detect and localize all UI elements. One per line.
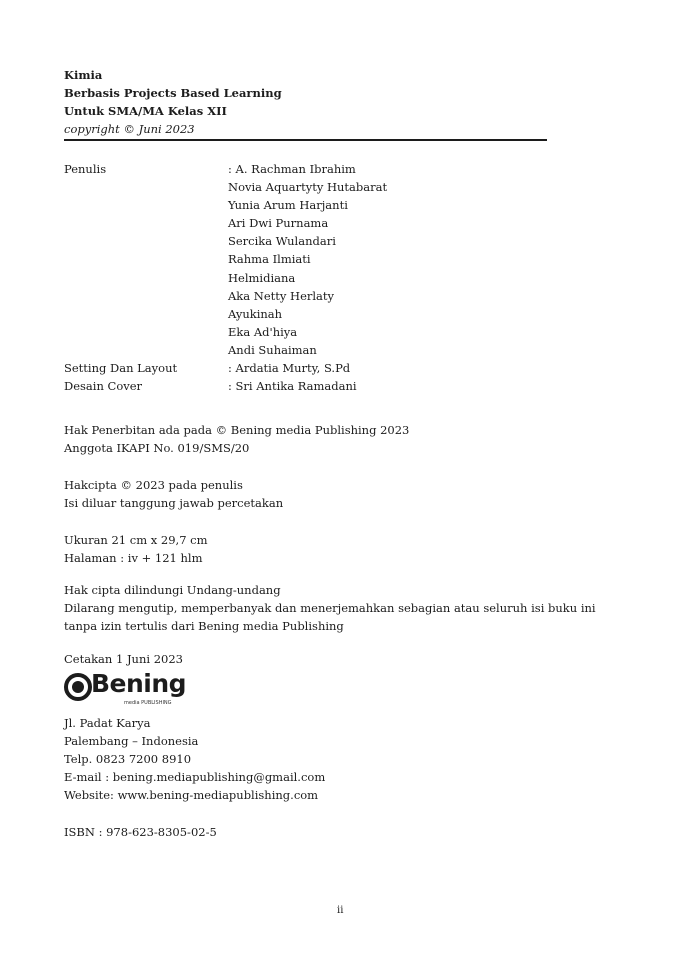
- page-number: ii: [337, 905, 344, 916]
- book-subtitle: Berbasis Projects Based Learning: [64, 86, 282, 100]
- law-prohibition: Dilarang mengutip, memperbanyak dan menerjemahkan sebagian atau seluruh isi buku ini: [64, 601, 596, 615]
- copyright-holder: Hakcipta © 2023 pada penulis: [64, 478, 243, 492]
- credit-row: [64, 196, 544, 214]
- credit-value: Ayukinah: [228, 306, 283, 321]
- credit-label: [64, 323, 228, 341]
- credit-label: [64, 341, 228, 359]
- credit-row: [64, 269, 544, 287]
- credit-value: : A. Rachman Ibrahim: [228, 162, 356, 176]
- credit-label: [64, 250, 228, 268]
- credit-value: Yunia Arum Harjanti: [228, 198, 348, 213]
- credit-value: Ari Dwi Purnama: [228, 216, 329, 231]
- credit-label: [64, 196, 228, 214]
- credit-value: Andi Suhaiman: [228, 342, 317, 357]
- credit-label: [64, 287, 228, 305]
- printing-disclaimer: Isi diluar tanggung jawab percetakan: [64, 496, 284, 510]
- credit-row: [64, 178, 544, 196]
- page-count: Halaman : iv + 121 hlm: [64, 551, 203, 565]
- address-website: Website: www.bening-mediapublishing.com: [64, 788, 319, 802]
- edition: Cetakan 1 Juni 2023: [64, 652, 183, 666]
- credit-value: Eka Ad'hiya: [228, 324, 298, 339]
- law-permission: tanpa izin tertulis dari Bening media Publishing: [64, 619, 344, 633]
- credit-row: [64, 305, 544, 323]
- credit-label: [64, 178, 228, 196]
- credit-value: Sercika Wulandari: [228, 234, 336, 249]
- credit-row: [64, 359, 544, 377]
- copyright-date: copyright © Juni 2023: [64, 122, 195, 136]
- book-size: Ukuran 21 cm x 29,7 cm: [64, 533, 208, 547]
- credit-row: [64, 250, 544, 268]
- credits-list: [64, 160, 544, 395]
- book-level: Untuk SMA/MA Kelas XII: [64, 104, 227, 118]
- credit-value: Rahma Ilmiati: [228, 252, 311, 267]
- credit-row: [64, 160, 544, 178]
- credit-label: [64, 269, 228, 287]
- credit-row: [64, 377, 544, 395]
- law-protection: Hak cipta dilindungi Undang-undang: [64, 583, 281, 597]
- address-email: E-mail : bening.mediapublishing@gmail.com: [64, 770, 326, 784]
- header-divider: [64, 139, 547, 141]
- publishing-rights: Hak Penerbitan ada pada © Bening media Publishing 2023: [64, 423, 410, 437]
- credit-value: Novia Aquartyty Hutabarat: [228, 180, 388, 195]
- book-subject: Kimia: [64, 68, 103, 82]
- bening-logo: [64, 671, 186, 709]
- credit-label: Desain Cover: [64, 379, 143, 394]
- credit-value: : Ardatia Murty, S.Pd: [228, 361, 351, 376]
- logo-dot-icon: [72, 681, 84, 693]
- logo-wordmark: Bening: [91, 669, 187, 698]
- credit-row: [64, 323, 544, 341]
- ikapi-member: Anggota IKAPI No. 019/SMS/20: [64, 441, 250, 455]
- credit-label: Setting Dan Layout: [64, 361, 178, 376]
- credit-row: [64, 287, 544, 305]
- credit-row: [64, 232, 544, 250]
- logo-subtitle: media PUBLISHING: [124, 700, 172, 706]
- credit-row: [64, 341, 544, 359]
- address-phone: Telp. 0823 7200 8910: [64, 752, 192, 766]
- credit-label: [64, 305, 228, 323]
- credit-value: Aka Netty Herlaty: [228, 288, 335, 303]
- isbn: ISBN : 978-623-8305-02-5: [64, 825, 217, 839]
- credit-value: : Sri Antika Ramadani: [228, 379, 357, 394]
- address-city: Palembang – Indonesia: [64, 734, 199, 748]
- address-street: Jl. Padat Karya: [64, 716, 151, 730]
- credit-row: [64, 214, 544, 232]
- credit-value: Helmidiana: [228, 270, 296, 285]
- credit-label: [64, 214, 228, 232]
- credit-label: Penulis: [64, 162, 107, 176]
- credit-label: [64, 232, 228, 250]
